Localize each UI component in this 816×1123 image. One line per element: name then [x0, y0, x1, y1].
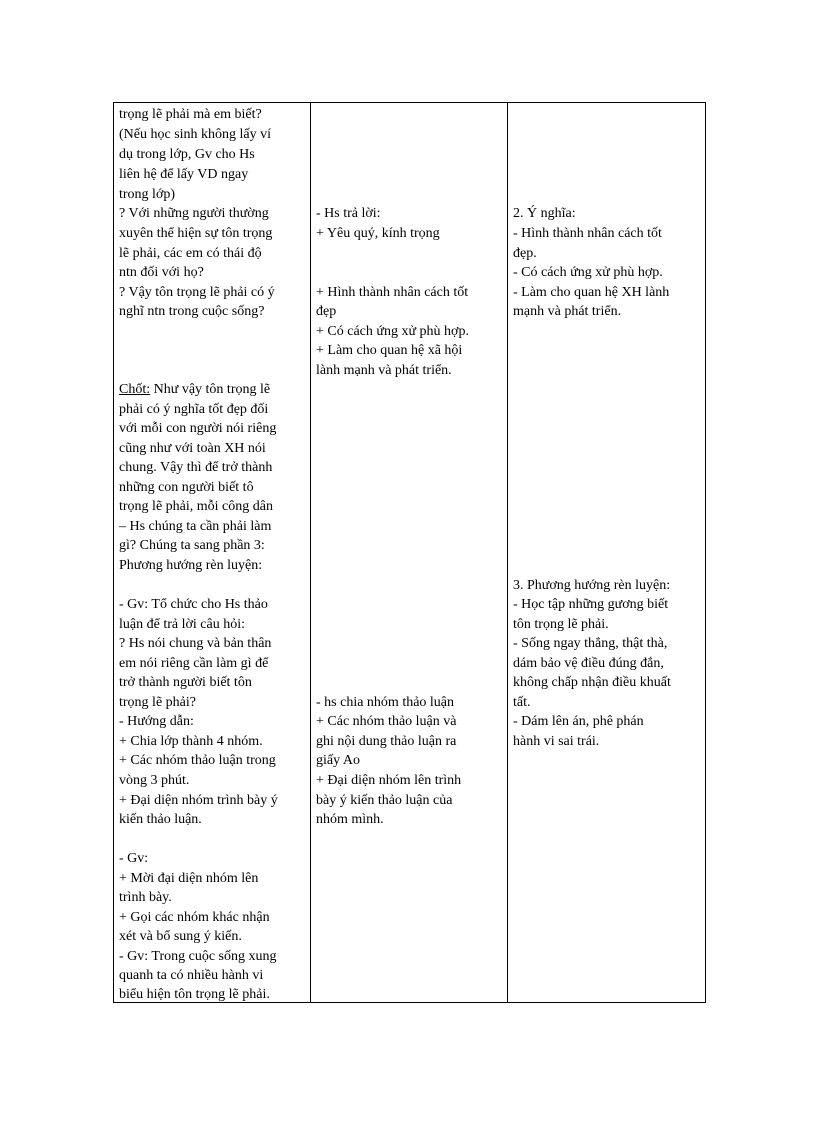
text-line: với mỗi con người nói riêng — [119, 421, 277, 436]
text-line: + Có cách ứng xử phù hợp. — [316, 324, 469, 339]
text-line: kiến thảo luận. — [119, 812, 202, 827]
text-line: 2. Ý nghĩa: — [513, 206, 576, 221]
text-line: - Dám lên án, phê phán — [513, 714, 644, 729]
text-line: trình bày. — [119, 890, 172, 905]
text-line: ? Hs nói chung và bản thân — [119, 636, 272, 651]
text-line: + Gọi các nhóm khác nhận — [119, 910, 270, 925]
text-line: luận để trả lời câu hỏi: — [119, 617, 245, 632]
text-line: dám bảo vệ điều đúng đắn, — [513, 656, 664, 671]
text-line: - Hình thành nhân cách tốt — [513, 226, 662, 241]
text-line: gì? Chúng ta sang phần 3: — [119, 538, 265, 553]
text-line: nghĩ ntn trong cuộc sống? — [119, 304, 265, 319]
text-line: hành vi sai trái. — [513, 734, 600, 749]
lesson-table — [113, 102, 706, 1003]
text-line: + Yêu quý, kính trọng — [316, 226, 440, 241]
text-line: đẹp — [316, 304, 337, 319]
text-line: dụ trong lớp, Gv cho Hs — [119, 147, 255, 162]
chot-text: Như vậy tôn trọng lẽ — [153, 382, 271, 397]
text-line: cũng như với toàn XH nói — [119, 441, 266, 456]
text-line: trở thành người biết tôn — [119, 675, 252, 690]
text-line: - Gv: Tổ chức cho Hs thảo — [119, 597, 268, 612]
text-line: - Làm cho quan hệ XH lành — [513, 285, 670, 300]
text-line: - Hướng dẫn: — [119, 714, 194, 729]
text-line: Phương hướng rèn luyện: — [119, 558, 263, 573]
text-line: + Các nhóm thảo luận trong — [119, 753, 276, 768]
text-line: mạnh và phát triển. — [513, 304, 622, 319]
text-line: liên hệ để lấy VD ngay — [119, 167, 249, 182]
text-line: + Đại diện nhóm lên trình — [316, 773, 462, 788]
text-line: em nói riêng cần làm gì để — [119, 656, 269, 671]
student-activity-cell — [311, 103, 508, 1003]
text-line: - Học tập những gương biết — [513, 597, 669, 612]
text-line: ghi nội dung thảo luận ra — [316, 734, 457, 749]
text-line: + Làm cho quan hệ xã hội — [316, 343, 463, 358]
text-line: chung. Vậy thì để trở thành — [119, 460, 273, 475]
text-line: xét và bổ sung ý kiến. — [119, 929, 242, 944]
chot-label: Chốt: — [119, 382, 151, 397]
text-line: bày ý kiến thảo luận của — [316, 793, 453, 808]
text-line: giấy Ao — [316, 753, 360, 768]
text-line: tất. — [513, 695, 531, 710]
text-line: lẽ phải, các em có thái độ — [119, 246, 262, 261]
text-line: quanh ta có nhiều hành vi — [119, 968, 264, 983]
text-line: - hs chia nhóm thảo luận — [316, 695, 455, 710]
text-line: biểu hiện tôn trọng lẽ phải. — [119, 987, 270, 1002]
text-line: ntn đối với họ? — [119, 265, 204, 280]
chot-line — [119, 380, 270, 400]
text-line: những con người biết tô — [119, 480, 254, 495]
text-line: xuyên thể hiện sự tôn trọng — [119, 226, 273, 241]
text-line: - Có cách ứng xử phù hợp. — [513, 265, 663, 280]
text-line: nhóm mình. — [316, 812, 384, 827]
text-line: vòng 3 phút. — [119, 773, 190, 788]
text-line: - Gv: — [119, 851, 149, 866]
text-line: tôn trọng lẽ phải. — [513, 617, 609, 632]
text-line: đẹp. — [513, 246, 537, 261]
text-line: (Nếu học sinh không lấy ví — [119, 127, 272, 142]
text-line: lành mạnh và phát triển. — [316, 363, 452, 378]
text-line: ? Vậy tôn trọng lẽ phải có ý — [119, 285, 275, 300]
text-line: trọng lẽ phải, mỗi công dân — [119, 499, 273, 514]
text-line: phải có ý nghĩa tốt đẹp đối — [119, 402, 269, 417]
text-line: - Gv: Trong cuộc sống xung — [119, 949, 277, 964]
text-line: trọng lẽ phải mà em biết? — [119, 107, 262, 122]
text-line: + Mời đại diện nhóm lên — [119, 871, 259, 886]
text-line: ? Với những người thường — [119, 206, 269, 221]
content-cell — [508, 103, 706, 1003]
text-line: + Hình thành nhân cách tốt — [316, 285, 469, 300]
teacher-activity-cell — [114, 103, 311, 1003]
text-line: + Đại diện nhóm trình bày ý — [119, 793, 278, 808]
text-line: - Sống ngay thẳng, thật thà, — [513, 636, 668, 651]
text-line: + Chia lớp thành 4 nhóm. — [119, 734, 263, 749]
text-line: + Các nhóm thảo luận và — [316, 714, 457, 729]
text-line: trọng lẽ phải? — [119, 695, 196, 710]
text-line: trong lớp) — [119, 187, 176, 202]
text-line: – Hs chúng ta cần phải làm — [119, 519, 272, 534]
text-line: không chấp nhận điều khuất — [513, 675, 671, 690]
text-line: - Hs trả lời: — [316, 206, 381, 221]
text-line: 3. Phương hướng rèn luyện: — [513, 578, 671, 593]
table-row — [114, 103, 706, 1003]
